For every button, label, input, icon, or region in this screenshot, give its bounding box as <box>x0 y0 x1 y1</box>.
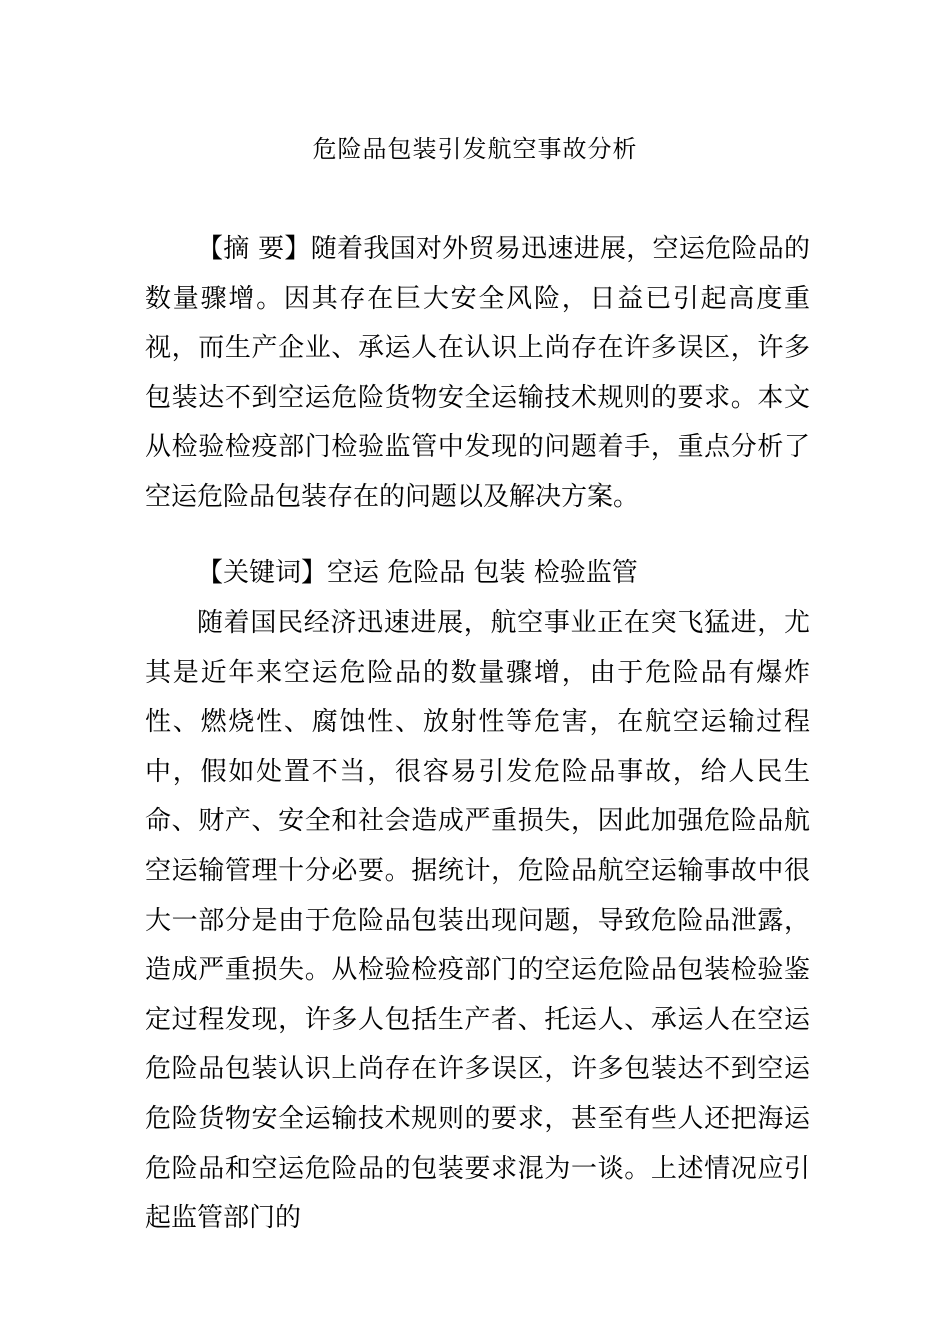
keywords-label: 【关键词】 <box>197 558 328 588</box>
abstract-paragraph <box>145 225 810 523</box>
abstract-text: 随着我国对外贸易迅速进展，空运危险品的数量骤增。因其存在巨大安全风险，日益已引起高度重视，而生产企业、承运人在认识上尚存在许多误区，许多包装达不到空运危险货物安全运输技术规则的要求。本文从检验检疫部门检验监管中发现的问题着手，重点分析了空运危险品包装存在的问题以及解决方案。 <box>145 234 810 512</box>
document-title: 危险品包装引发航空事故分析 <box>312 135 638 163</box>
abstract-label: 【摘 要】 <box>197 234 311 264</box>
keywords-paragraph <box>145 549 810 599</box>
keywords-text: 空运 危险品 包装 检验监管 <box>327 558 638 588</box>
body-paragraph: 随着国民经济迅速进展，航空事业正在突飞猛进，尤其是近年来空运危险品的数量骤增，由于危险品有爆炸性、燃烧性、腐蚀性、放射性等危害，在航空运输过程中，假如处置不当，很容易引发危险品事故，给人民生命、财产、安全和社会造成严重损失，因此加强危险品航空运输管理十分必要。据统计，危险品航空运输事故中很大一部分是由于危险品包装出现问题，导致危险品泄露，造成严重损失。从检验检疫部门的空运危险品包装检验鉴定过程发现，许多人包括生产者、托运人、承运人在空运危险品包装认识上尚存在许多误区，许多包装达不到空运危险货物安全运输技术规则的要求，甚至有些人还把海运危险品和空运危险品的包装要求混为一谈。上述情况应引起监管部门的 <box>145 608 810 1234</box>
